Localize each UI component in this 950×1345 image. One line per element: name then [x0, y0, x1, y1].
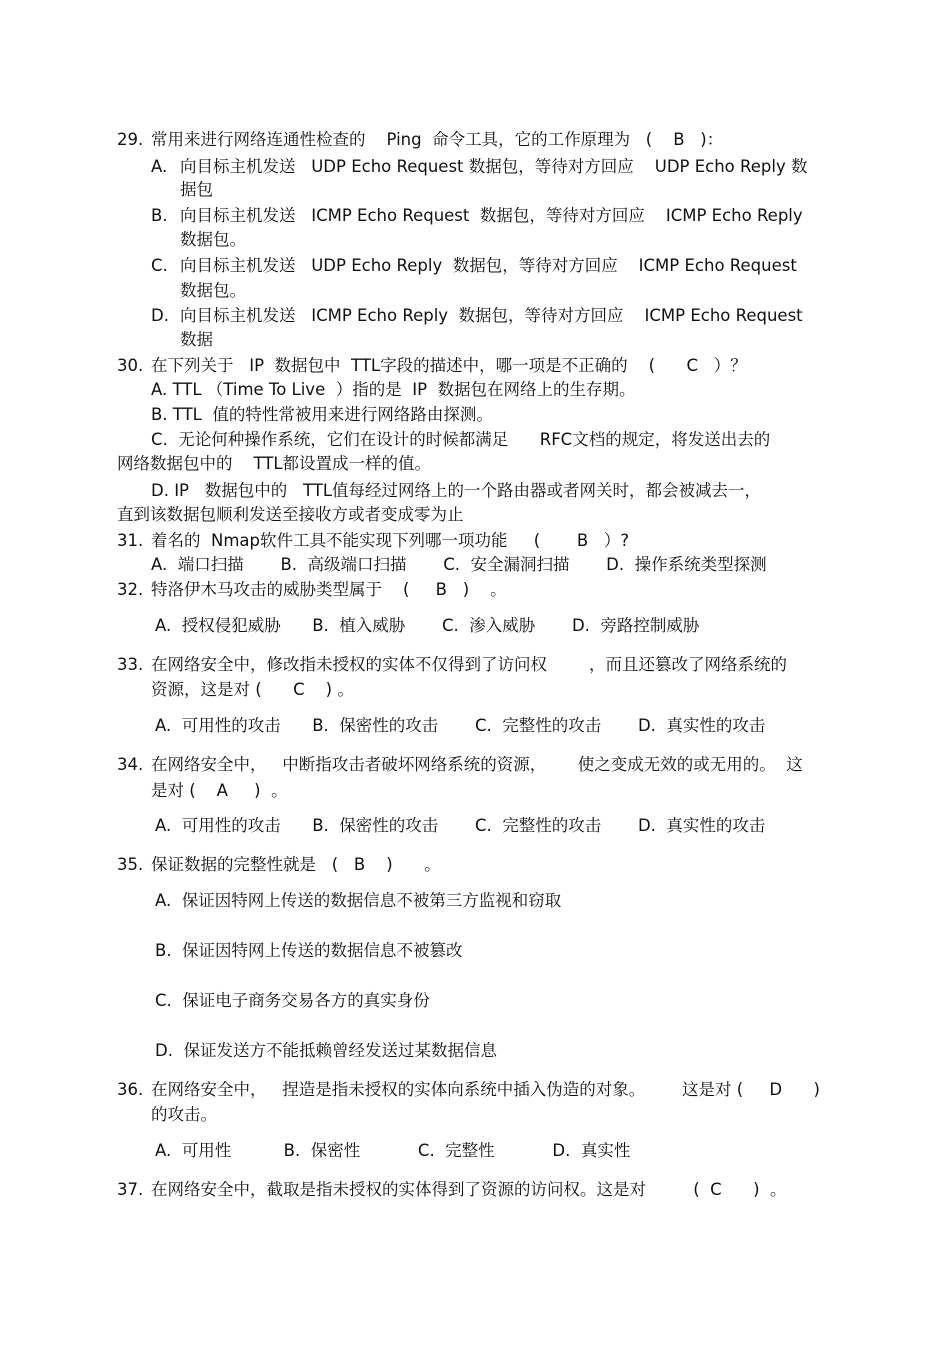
question-33-number: 33.: [117, 655, 144, 674]
question-30-option-a: A. TTL （Time To Live ）指的是 IP 数据包在网络上的生存期。: [151, 380, 636, 399]
question-36-number: 36.: [117, 1080, 144, 1099]
question-35-option-d: D. 保证发送方不能抵赖曾经发送过某数据信息: [155, 1041, 497, 1060]
question-29-option-c-label: C.: [151, 256, 168, 275]
question-29-option-d-label: D.: [151, 306, 169, 325]
question-35-option-a: A. 保证因特网上传送的数据信息不被第三方监视和窃取: [155, 891, 562, 910]
question-36-stem-cont: 的攻击。: [151, 1105, 217, 1124]
question-34-options: A. 可用性的攻击 B. 保密性的攻击 C. 完整性的攻击 D. 真实性的攻击: [155, 816, 766, 835]
question-34-stem-cont: 是对 ( A ) 。: [151, 781, 288, 800]
question-36-stem: 在网络安全中， 捏造是指未授权的实体向系统中插入伪造的对象。 这是对 ( D ): [151, 1080, 820, 1099]
question-29-option-b-text-cont: 数据包。: [180, 230, 246, 249]
question-32-number: 32.: [117, 580, 144, 599]
question-37-number: 37.: [117, 1180, 144, 1199]
question-31-options: A. 端口扫描 B. 高级端口扫描 C. 安全漏洞扫描 D. 操作系统类型探测: [151, 555, 767, 574]
question-30-option-c-cont: 网络数据包中的 TTL都设置成一样的值。: [117, 454, 432, 473]
question-29-option-a-text-cont: 据包: [180, 180, 213, 199]
question-29-option-d-text-cont: 数据: [180, 330, 213, 349]
question-36-options: A. 可用性 B. 保密性 C. 完整性 D. 真实性: [155, 1141, 631, 1160]
question-34-number: 34.: [117, 755, 144, 774]
question-29-option-b-label: B.: [151, 206, 168, 225]
question-35-option-b: B. 保证因特网上传送的数据信息不被篡改: [155, 941, 463, 960]
question-29-stem: 常用来进行网络连通性检查的 Ping 命令工具，它的工作原理为 ( B )：: [151, 130, 724, 149]
question-29-option-a-text: 向目标主机发送 UDP Echo Request 数据包，等待对方回应 UDP Echo Reply 数: [180, 157, 808, 176]
question-30-option-b: B. TTL 值的特性常被用来进行网络路由探测。: [151, 405, 493, 424]
question-29-number: 29.: [117, 130, 144, 149]
question-35-number: 35.: [117, 855, 144, 874]
question-30-stem: 在下列关于 IP 数据包中 TTL字段的描述中，哪一项是不正确的 ( C ）？: [151, 356, 747, 375]
question-34-stem: 在网络安全中， 中断指攻击者破坏网络系统的资源， 使之变成无效的或无用的。 这: [151, 755, 803, 774]
question-29-option-c-text: 向目标主机发送 UDP Echo Reply 数据包，等待对方回应 ICMP Echo Request: [180, 256, 797, 275]
question-31-number: 31.: [117, 531, 144, 550]
question-30-option-c: C. 无论何种操作系统，它们在设计的时候都满足 RFC文档的规定，将发送出去的: [151, 430, 771, 449]
question-32-stem: 特洛伊木马攻击的威胁类型属于 ( B ) 。: [151, 580, 507, 599]
question-29-option-a-label: A.: [151, 157, 168, 176]
question-35-option-c: C. 保证电子商务交易各方的真实身份: [155, 991, 430, 1010]
question-31-stem: 着名的 Nmap软件工具不能实现下列哪一项功能 ( B ）?: [151, 531, 630, 550]
question-33-options: A. 可用性的攻击 B. 保密性的攻击 C. 完整性的攻击 D. 真实性的攻击: [155, 716, 766, 735]
question-29-option-c-text-cont: 数据包。: [180, 281, 246, 300]
question-30-option-d: D. IP 数据包中的 TTL值每经过网络上的一个路由器或者网关时，都会被减去一，: [151, 481, 762, 500]
question-29-option-d-text: 向目标主机发送 ICMP Echo Reply 数据包，等待对方回应 ICMP Echo Request: [180, 306, 803, 325]
question-33-stem-cont: 资源，这是对 ( C ) 。: [151, 680, 354, 699]
question-37-stem: 在网络安全中，截取是指未授权的实体得到了资源的访问权。这是对 ( C ) 。: [151, 1180, 787, 1199]
question-29-option-b-text: 向目标主机发送 ICMP Echo Request 数据包，等待对方回应 ICMP Echo Reply: [180, 206, 803, 225]
question-32-options: A. 授权侵犯威胁 B. 植入威胁 C. 渗入威胁 D. 旁路控制威胁: [155, 616, 700, 635]
question-33-stem: 在网络安全中，修改指未授权的实体不仅得到了访问权 ，而且还篡改了网络系统的: [151, 655, 787, 674]
question-35-stem: 保证数据的完整性就是 ( B ) 。: [151, 855, 441, 874]
question-30-number: 30.: [117, 356, 144, 375]
question-30-option-d-cont: 直到该数据包顺利发送至接收方或者变成零为止: [117, 505, 464, 524]
